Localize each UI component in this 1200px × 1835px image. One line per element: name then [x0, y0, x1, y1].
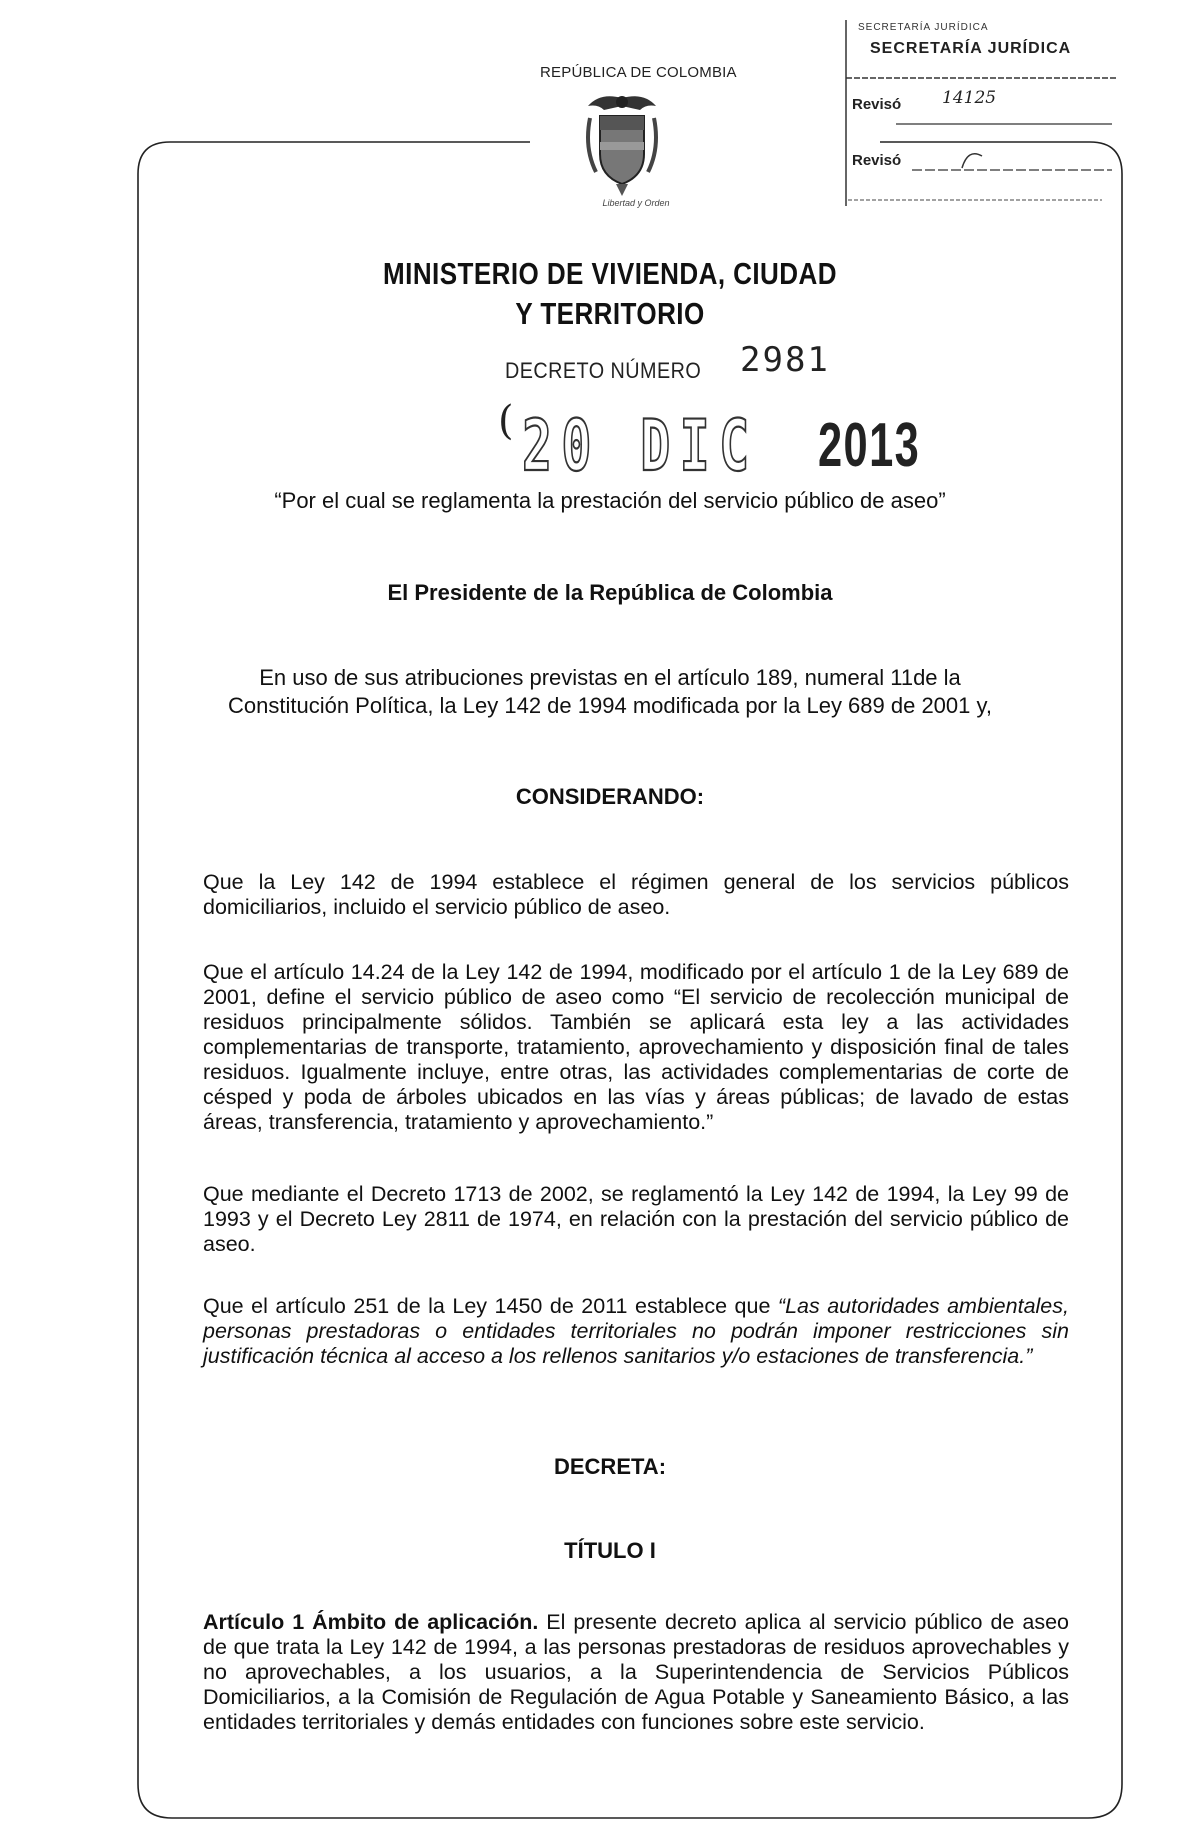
coat-of-arms-icon	[580, 88, 664, 198]
attributions-paragraph: En uso de sus atribuciones previstas en el artículo 189, numeral 11de la Constitución Política, la Ley 142 de 1994 modificada por la Ley 689 de 2001 y,	[228, 665, 992, 718]
considerando-paragraph-3: Que mediante el Decreto 1713 de 2002, se reglamentó la Ley 142 de 1994, la Ley 99 de 1993 y el Decreto Ley 2811 de 1974, en relación con la prestación del servicio público de aseo.	[203, 1182, 1069, 1256]
articulo-1-label: Artículo 1 Ámbito de aplicación.	[203, 1610, 539, 1634]
date-open-paren: (	[498, 398, 514, 444]
considerando-paragraph-4	[203, 1294, 1069, 1369]
stamp-revisor-label: Revisó	[852, 96, 902, 113]
articulo-1-text: El presente decreto aplica al servicio público de aseo de que trata la Ley 142 de 1994, a las personas prestadoras de residuos aprovechables y no aprovechables, a los usuarios, a la Superintendencia de Servicios Públicos Domiciliarios, a la Comisión de Regulación de Agua Potable y Saneamiento Básico, a las entidades territoriales y demás entidades con funciones sobre este servicio.	[203, 1610, 1069, 1734]
date-stamp-year: 2013	[818, 411, 921, 480]
titulo-heading: TÍTULO I	[564, 1538, 656, 1563]
considerando-heading: CONSIDERANDO:	[515, 784, 705, 809]
stamp-revisor-value: 14125	[942, 88, 997, 108]
president-heading: El Presidente de la República de Colombia	[387, 580, 833, 605]
republica-label: REPÚBLICA DE COLOMBIA	[540, 64, 737, 81]
decreto-number-value: 2981	[740, 340, 830, 380]
paragraph-4-lead: Que el artículo 251 de la Ley 1450 de 2011 establece que	[203, 1294, 778, 1318]
ministry-title: MINISTERIO DE VIVIENDA, CIUDAD Y TERRITORIO	[383, 256, 837, 331]
considerando-paragraph-1: Que la Ley 142 de 1994 establece el régimen general de los servicios públicos domiciliarios, incluido el servicio público de aseo.	[203, 870, 1069, 919]
considerando-paragraph-2: Que el artículo 14.24 de la Ley 142 de 1994, modificado por el artículo 1 de la Ley 689 de 2001, define el servicio público de aseo como “El servicio de recolección municipal de residuos principalmente sólidos. También se aplicará esta ley a las actividades complementarias de transporte, tratamiento, aprovechamiento y disposición final de tales residuos. Igualmente incluye, entre otras, las actividades complementarias de corte de césped y poda de árboles ubicados en las vías y áreas públicas; de lavado de estas áreas, transferencia, tratamiento y aprovechamiento.”	[203, 960, 1069, 1134]
stamp-line-2: SECRETARÍA JURÍDICA	[870, 40, 1072, 57]
decreto-number-label: DECRETO NÚMERO	[505, 358, 702, 383]
decreto-subtitle: “Por el cual se reglamenta la prestación del servicio público de aseo”	[274, 488, 946, 513]
paragraph-4-quote: “Las autoridades ambientales, personas prestadoras o entidades territoriales no podrán imponer restricciones sin justificación técnica al acceso a los rellenos sanitarios y/o estaciones de transferencia.”	[203, 1294, 1069, 1368]
stamp-line-1: SECRETARÍA JURÍDICA	[858, 22, 989, 33]
stamp-reviso-label: Revisó	[852, 152, 902, 169]
articulo-1-paragraph	[203, 1610, 1069, 1735]
motto-label: Libertad y Orden	[602, 198, 670, 208]
decreta-heading: DECRETA:	[553, 1454, 667, 1479]
date-stamp-day-month: 20 DIC	[522, 406, 759, 488]
